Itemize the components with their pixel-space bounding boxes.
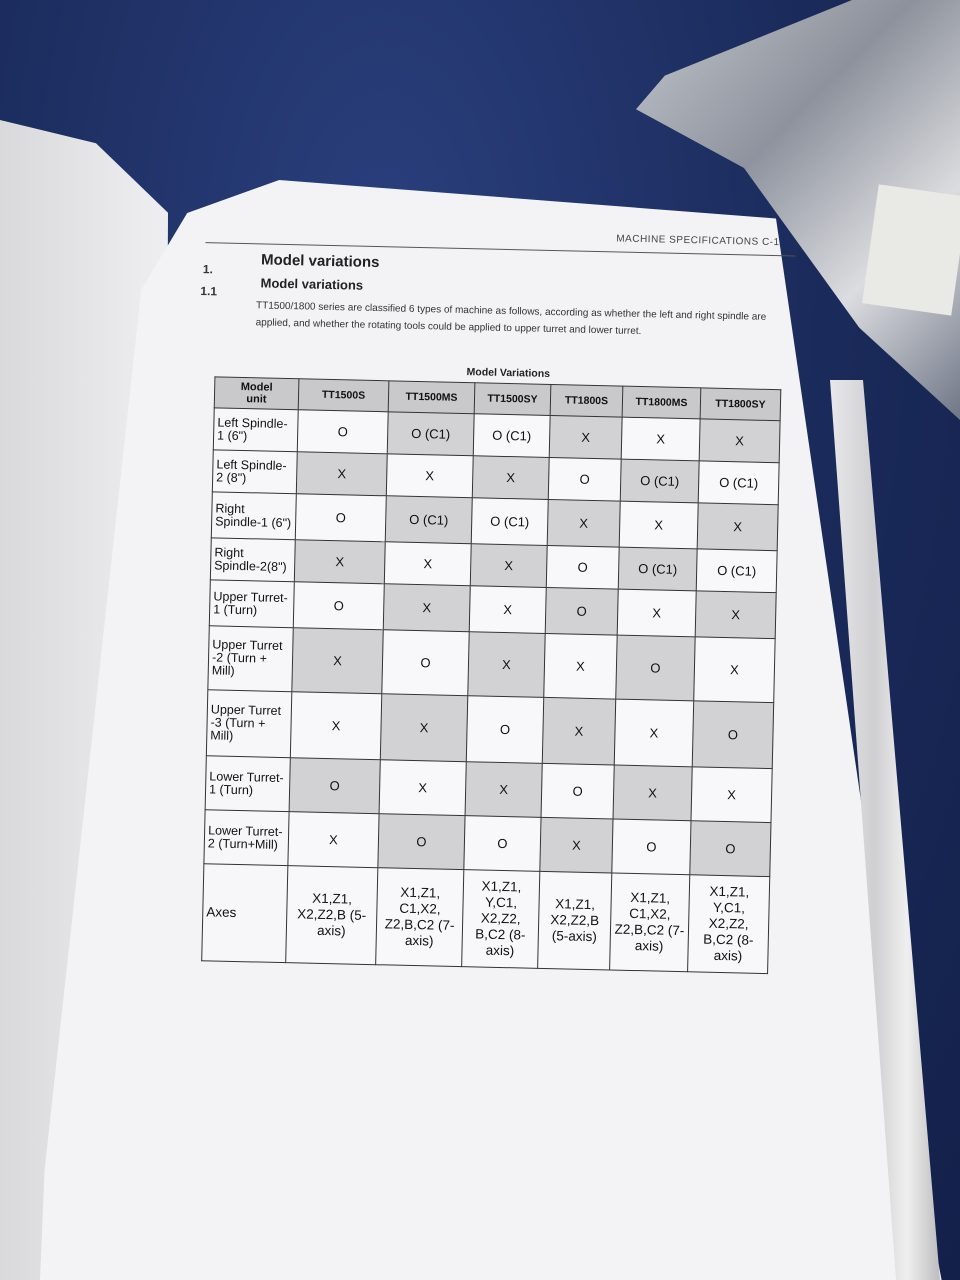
table-cell: O (C1) [618,547,697,591]
table-cell: X [472,456,549,500]
table-cell: X [614,699,693,767]
row-label: Lower Turret-2 (Turn+Mill) [204,810,289,866]
table-caption: Model Variations [466,366,551,380]
table-cell: X [469,586,546,634]
subsection-number: 1.1 [200,284,218,299]
table-cell: X [540,817,613,873]
table-cell: X [470,544,547,588]
table-cell: O [293,582,384,630]
row-label: Left Spindle-2 (8") [212,450,297,494]
corner-label-unit: unit [246,393,267,406]
table-cell: O (C1) [698,461,779,505]
table-cell: O [464,816,541,872]
model-variations-table [201,376,781,974]
table-cell: X [292,628,383,694]
table-cell: O (C1) [385,496,472,544]
section-title: Model variations [260,251,380,272]
table-cell: O [616,635,695,701]
table-cell: X [465,762,542,818]
table-cell: X [547,499,620,547]
axes-cell: X1,Z1, C1,X2, Z2,B,C2 (7-axis) [376,868,464,967]
table-cell: X [296,452,387,496]
axes-row [202,864,770,974]
table-cell: O (C1) [696,549,777,593]
table-cell: O [378,814,465,870]
axes-cell: X1,Z1, Y,C1, X2,Z2, B,C2 (8-axis) [462,870,540,969]
table-cell: O [612,819,691,875]
row-label: Upper Turret-1 (Turn) [209,580,294,628]
bag-insert-card [862,184,960,315]
table-cell: X [384,542,471,586]
table-cell: X [288,812,379,868]
page-content [182,220,820,1014]
table-cell: X [691,767,772,823]
table-cell: X [695,591,776,639]
column-header: TT1800MS [622,386,701,419]
table-cell: O (C1) [471,498,548,546]
row-label: Upper Turret -2 (Turn + Mill) [208,626,293,692]
intro-paragraph: TT1500/1800 series are classified 6 types of machine as follows, according as whether the left and right spindle are applied, and whether the rotating tools could be applied to upper turret and lower turret. [255,300,767,338]
axes-cell: X1,Z1, C1,X2, Z2,B,C2 (7-axis) [610,873,690,972]
table-cell: X [386,454,473,498]
column-header: TT1500SY [474,383,551,416]
table-cell: X [621,417,700,461]
table-cell: X [290,692,381,760]
column-header: TT1500MS [388,381,475,414]
table-cell: O [546,545,619,589]
section-number: 1. [202,262,214,277]
column-header: TT1800S [550,385,623,418]
row-label: Lower Turret-1 (Turn) [205,756,290,812]
row-label: Right Spindle-2(8") [210,538,295,582]
corner-label-model: Model [240,380,273,394]
table-cell: O [466,696,543,764]
table-cell: X [380,694,467,762]
table-cell: O [297,410,388,454]
table-cell: O [541,763,614,819]
table-cell: O [545,587,618,635]
subsection-title: Model variations [260,275,364,293]
table-cell: X [544,633,617,699]
table-cell: X [694,637,775,703]
axes-cell: X1,Z1, X2,Z2,B (5-axis) [286,866,378,965]
row-label: Upper Turret -3 (Turn + Mill) [206,690,291,758]
table-cell: O (C1) [473,414,550,458]
table-cell: O [692,701,773,769]
corner-header [214,377,299,410]
row-label: Left Spindle-1 (6") [213,408,298,452]
table-cell: O [295,494,386,542]
table-cell: X [468,632,545,698]
table-cell: O [382,630,469,696]
axes-row-label: Axes [202,864,288,963]
axes-cell: X1,Z1, X2,Z2,B (5-axis) [538,871,612,970]
table-cell: X [617,589,696,637]
row-label: Right Spindle-1 (6") [211,492,296,540]
table-cell: X [542,697,615,765]
table-cell: O (C1) [387,412,474,456]
table-cell: X [613,765,692,821]
column-header: TT1500S [298,379,389,412]
table-cell: X [383,584,470,632]
table-cell: X [294,540,385,584]
axes-cell: X1,Z1, Y,C1, X2,Z2, B,C2 (8-axis) [688,875,770,974]
table-cell: O (C1) [620,459,699,503]
table-cell: O [690,821,771,877]
table-cell: X [619,501,698,549]
column-header: TT1800SY [700,388,781,421]
running-title: MACHINE SPECIFICATIONS C-1 [616,233,780,249]
table-cell: O [548,457,621,501]
table-cell: X [697,503,778,551]
table-cell: X [379,760,466,816]
table-cell: O [289,758,380,814]
table-cell: X [699,419,780,463]
table-cell: X [549,415,622,459]
